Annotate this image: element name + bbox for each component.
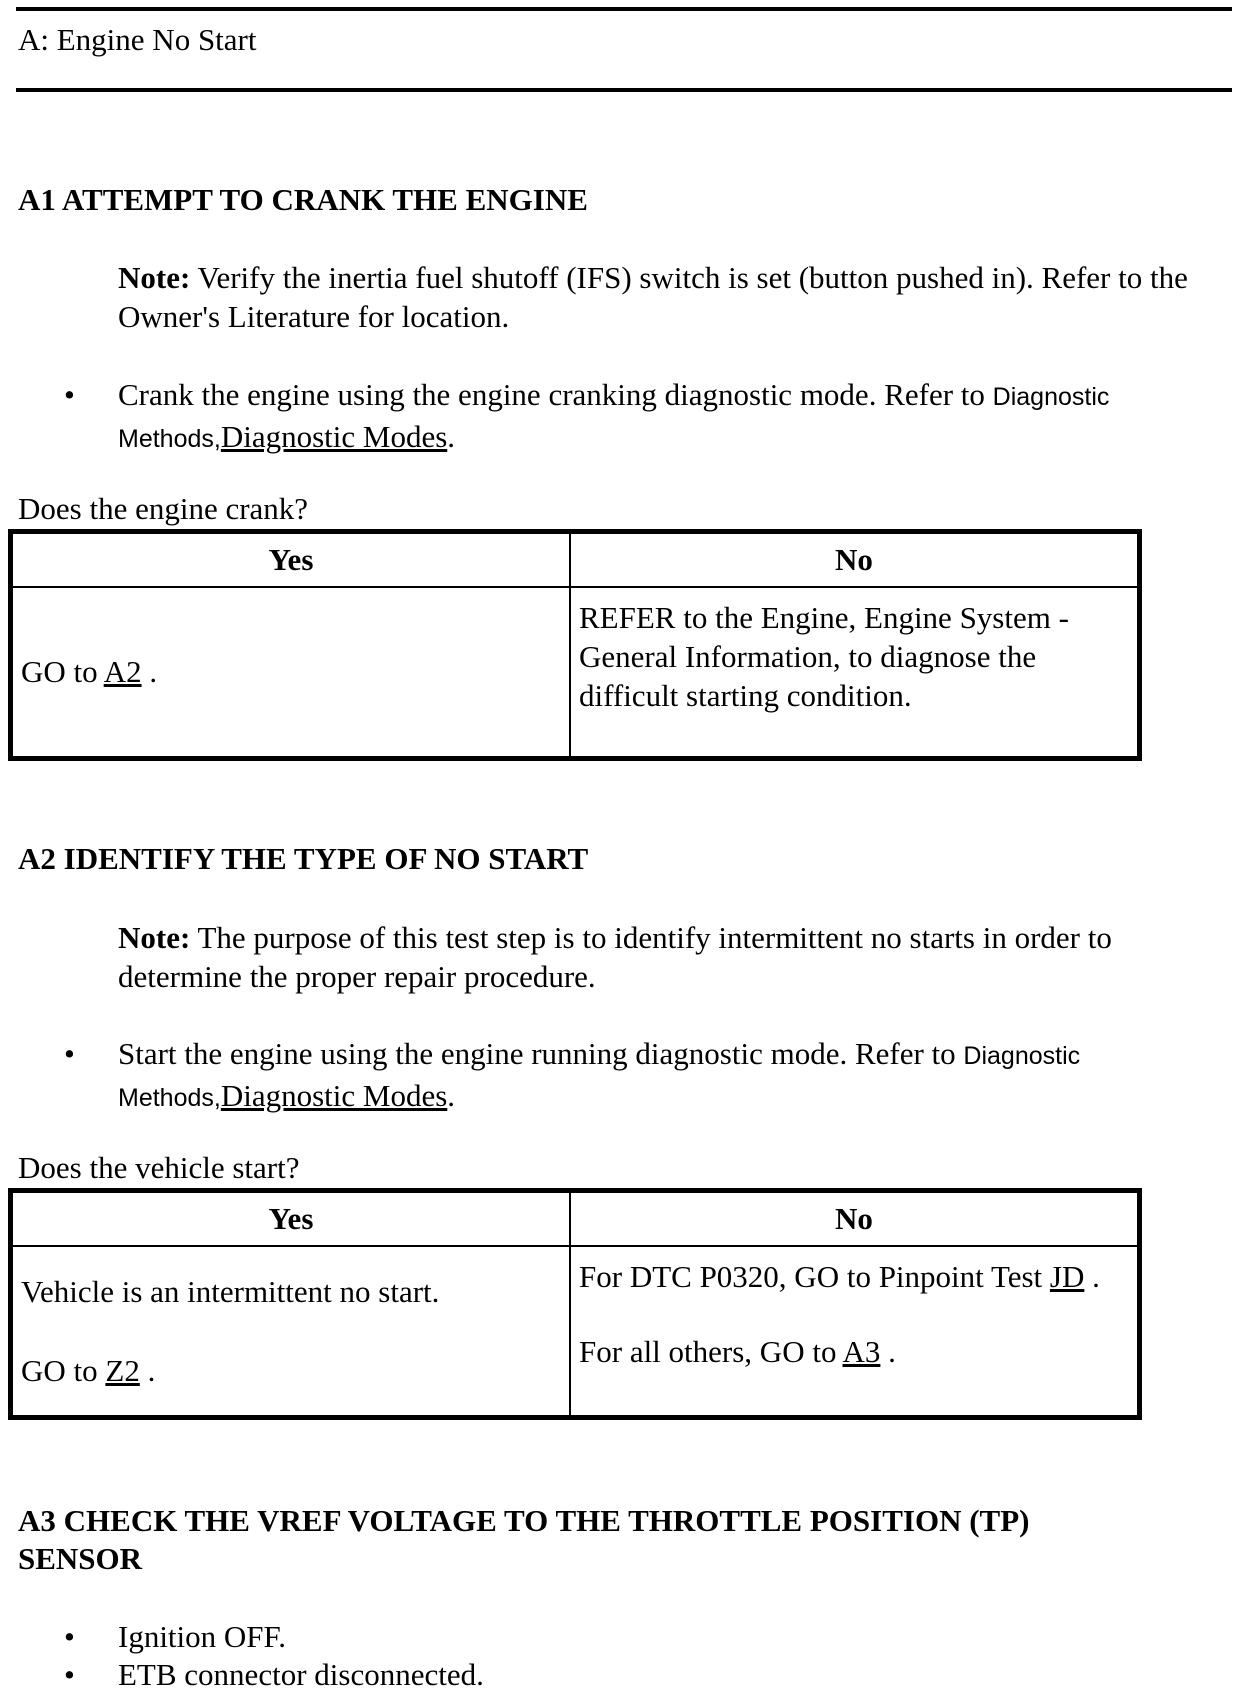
yes-cell: Vehicle is an intermittent no start. GO to Z2 . [12,1246,570,1416]
bullet-dot-icon: • [64,377,75,412]
step-a2-heading: A2 IDENTIFY THE TYPE OF NO START [18,841,589,876]
goto-a2-link[interactable]: A2 [103,654,142,689]
step-a2-note [118,918,1218,996]
no-column-header: No [570,1192,1138,1246]
bullet-dot-icon: • [64,1036,75,1071]
bullet-text: Start the engine using the engine running diagnostic mode. Refer to [118,1036,964,1071]
step-a2-bullet: • Start the engine using the engine running diagnostic mode. Refer to Diagnostic Methods,Diagnostic Modes. [64,1036,1081,1113]
step-a1-answer-table [8,529,1142,761]
diagnostic-methods-ref: Diagnostic Methods, [118,1042,1081,1112]
goto-a3-link[interactable]: A3 [842,1334,881,1369]
no-column-header: No [570,533,1138,587]
diagnostic-modes-link[interactable]: Diagnostic Modes [220,1078,448,1113]
step-a3-bullet: • ETB connector disconnected. [64,1657,484,1692]
note-text: Verify the inertia fuel shutoff (IFS) switch is set (button pushed in). Refer to the Owner's Literature for location. [118,260,1188,334]
yes-cell: GO to A2 . [12,587,570,757]
note-label: Note: [118,920,191,955]
diagnostic-modes-link[interactable]: Diagnostic Modes [220,419,448,454]
step-a2-answer-table [8,1188,1142,1420]
goto-jd-link[interactable]: JD [1049,1259,1085,1294]
goto-z2-link[interactable]: Z2 [105,1353,140,1388]
step-a1-bullet: • Crank the engine using the engine cranking diagnostic mode. Refer to Diagnostic Methods,Diagnostic Modes. [64,377,1110,454]
bullet-text: Crank the engine using the engine cranking diagnostic mode. Refer to [118,377,993,412]
step-a1-heading: A1 ATTEMPT TO CRANK THE ENGINE [18,182,588,217]
no-cell: REFER to the Engine, Engine System - General Information, to diagnose the difficult starting condition. [570,587,1138,757]
yes-column-header: Yes [12,533,570,587]
header-bottom-rule [16,88,1232,92]
bullet-dot-icon: • [64,1619,75,1654]
note-text: The purpose of this test step is to identify intermittent no starts in order to determine the proper repair procedure. [118,920,1112,994]
page-title: A: Engine No Start [18,22,257,57]
note-label: Note: [118,260,191,295]
step-a3-heading: A3 CHECK THE VREF VOLTAGE TO THE THROTTLE POSITION (TP) SENSOR [18,1503,1030,1576]
bullet-dot-icon: • [64,1657,75,1692]
step-a1-note [118,258,1218,336]
step-a3-bullet: • Ignition OFF. [64,1619,287,1654]
step-a2-question: Does the vehicle start? [18,1150,300,1185]
no-cell: For DTC P0320, GO to Pinpoint Test JD . For all others, GO to A3 . [570,1246,1138,1416]
diagnostic-methods-ref: Diagnostic Methods, [118,383,1110,453]
step-a1-question: Does the engine crank? [18,491,309,526]
top-rule [16,7,1232,11]
yes-column-header: Yes [12,1192,570,1246]
